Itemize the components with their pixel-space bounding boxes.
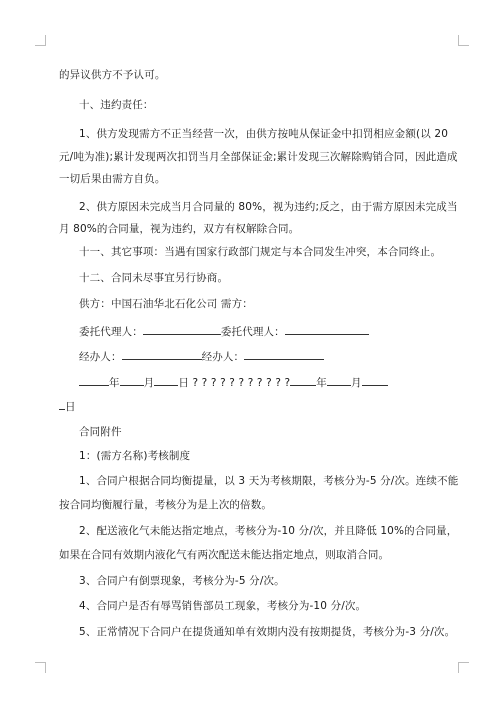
handler-label-buyer: 经办人： — [201, 351, 245, 363]
handler-label-supplier: 经办人： — [79, 351, 122, 363]
month-label: 月 — [350, 377, 362, 389]
year-label: 年 — [316, 377, 327, 389]
month-label: 月 — [143, 377, 155, 389]
signature-blank — [143, 323, 221, 335]
text-line: 月 80%的合同量，视为违约，双方有权解除合同。 — [59, 223, 300, 235]
text-line: 3、合同户有倒票现象，考核分为-5 分/次。 — [79, 575, 285, 587]
signature-blank — [122, 348, 202, 360]
day-label: 日 ? ? ? ? ? ? ? ? ? ? ? — [178, 377, 291, 389]
text-line: 元/吨为准);累计发现两次扣罚当月全部保证金;累计发现三次解除购销合同，因此造成 — [59, 151, 458, 163]
text-line: 1、合同户根据合同均衡提量，以 3 天为考核期限，考核分为-5 分/次。连续不能 — [79, 475, 459, 487]
text-line: 2、配送液化气未能达指定地点，考核分为-10 分/次，并且降低 10%的合同量， — [79, 525, 458, 537]
text-line: 如果在合同有效期内液化气有两次配送未能达指定地点，则取消合同。 — [59, 549, 390, 561]
text-line: 4、合同户是否有辱骂销售部员工现象，考核分为-10 分/次。 — [79, 600, 367, 612]
agent-label-buyer: 委托代理人： — [220, 326, 285, 338]
section-heading-other: 十一、其它事项：当遇有国家行政部门规定与本合同发生冲突，本合同终止。 — [79, 246, 442, 258]
text-line: 的异议供方不予认可。 — [59, 69, 166, 81]
year-label: 年 — [109, 377, 120, 389]
crop-mark-top-right — [458, 35, 469, 46]
date-blank — [79, 374, 109, 386]
text-line: 5、正常情况下合同户在提货通知单有效期内没有按期提货，考核分为-3 分/次。 — [79, 626, 456, 638]
handler-signature-line — [79, 348, 444, 364]
crop-mark-top-left — [35, 35, 46, 46]
date-blank — [120, 374, 144, 386]
text-line: 1、供方发现需方不正当经营一次，由供方按吨从保证金中扣罚相应金额(以 20 — [79, 128, 449, 140]
crop-mark-bottom-right — [458, 662, 469, 673]
text-line: 一切后果由需方自负。 — [59, 173, 166, 185]
agent-label-supplier: 委托代理人： — [79, 326, 143, 338]
text-line: 按合同均衡履行量，考核分为是上次的倍数。 — [59, 499, 272, 511]
section-heading-breach: 十、违约责任： — [79, 99, 154, 111]
text-line: 2、供方原因未完成当月合同量的 80%，视为违约;反之，由于需方原因未完成当 — [79, 201, 458, 213]
parties-line: 供方：中国石油华北石化公司 需方： — [79, 298, 253, 310]
section-heading-negotiation: 十二、合同未尽事宜另行协商。 — [79, 272, 229, 284]
crop-mark-bottom-left — [35, 662, 46, 673]
day-label: 日 — [65, 401, 76, 413]
appendix-title: 合同附件 — [79, 426, 122, 438]
date-line — [79, 374, 444, 390]
date-line-continued — [59, 398, 444, 414]
date-blank — [327, 374, 351, 386]
agent-signature-line — [79, 323, 444, 339]
appendix-subtitle: 1：(需方名称)考核制度 — [79, 450, 191, 462]
signature-blank — [244, 348, 324, 360]
date-blank — [290, 374, 316, 386]
date-blank — [154, 374, 178, 386]
date-blank — [362, 374, 388, 386]
signature-blank — [285, 323, 369, 335]
